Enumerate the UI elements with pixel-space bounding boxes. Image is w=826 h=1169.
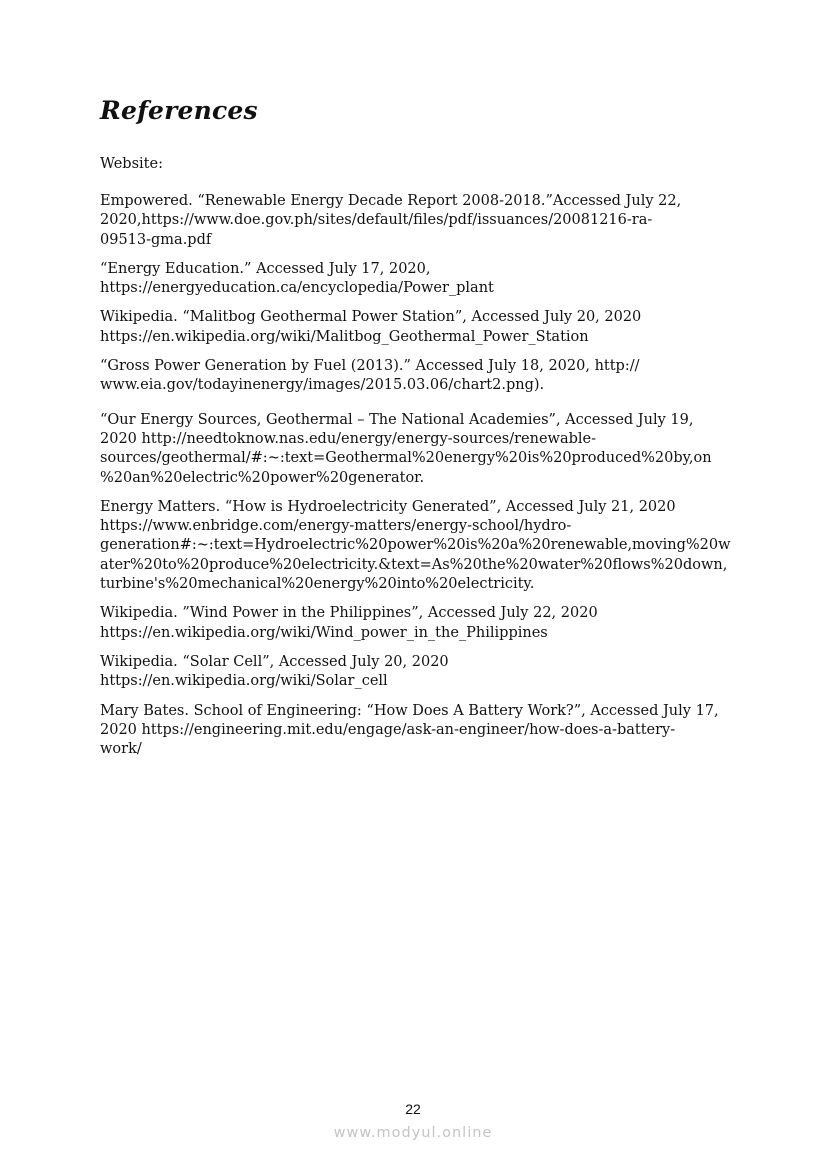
reference-entry <box>100 653 730 692</box>
reference-line: 2020 http://needtoknow.nas.edu/energy/energy-sources/renewable- <box>100 430 597 447</box>
reference-line: https://en.wikipedia.org/wiki/Wind_power_in_the_Philippines <box>100 624 548 641</box>
reference-entry <box>100 604 730 643</box>
reference-line: sources/geothermal/#:~:text=Geothermal%20energy%20is%20produced%20by,on <box>100 450 712 467</box>
reference-line: work/ <box>100 741 142 758</box>
reference-line: %20an%20electric%20power%20generator. <box>100 469 425 486</box>
reference-entry <box>100 192 730 250</box>
reference-line: “Energy Education.” Accessed July 17, 2020, <box>100 260 431 277</box>
page-title: References <box>100 96 258 125</box>
watermark: www.modyul.online <box>333 1125 493 1141</box>
reference-line: “Gross Power Generation by Fuel (2013).” Accessed July 18, 2020, http:// <box>100 358 640 375</box>
reference-line: Wikipedia. ”Wind Power in the Philippines”, Accessed July 22, 2020 <box>100 605 598 622</box>
reference-line: 09513-gma.pdf <box>100 231 212 248</box>
reference-line: “Our Energy Sources, Geothermal – The National Academies”, Accessed July 19, <box>100 411 694 428</box>
reference-entry <box>100 498 730 594</box>
reference-line: 2020 https://engineering.mit.edu/engage/ask-an-engineer/how-does-a-battery- <box>100 721 676 738</box>
reference-line: Empowered. “Renewable Energy Decade Report 2008-2018.”Accessed July 22, <box>100 193 682 209</box>
reference-line: Mary Bates. School of Engineering: “How Does A Battery Work?”, Accessed July 17, <box>100 702 719 719</box>
reference-line: generation#:~:text=Hydroelectric%20power%20is%20a%20renewable,moving%20w <box>100 537 731 554</box>
reference-list <box>100 192 730 769</box>
reference-line: Wikipedia. “Solar Cell”, Accessed July 20, 2020 <box>100 653 449 670</box>
reference-line: ater%20to%20produce%20electricity.&text=As%20the%20water%20flows%20down, <box>100 556 728 573</box>
reference-line: www.eia.gov/todayinenergy/images/2015.03.06/chart2.png). <box>100 377 545 394</box>
reference-line: turbine's%20mechanical%20energy%20into%20electricity. <box>100 576 535 593</box>
reference-entry <box>100 702 730 760</box>
reference-entry <box>100 357 730 396</box>
reference-line: https://www.enbridge.com/energy-matters/energy-school/hydro- <box>100 518 572 535</box>
reference-line: Energy Matters. “How is Hydroelectricity Generated”, Accessed July 21, 2020 <box>100 498 676 515</box>
reference-line: 2020,https://www.doe.gov.ph/sites/default/files/pdf/issuances/20081216-ra- <box>100 212 653 229</box>
reference-entry <box>100 411 730 488</box>
reference-line: https://energyeducation.ca/encyclopedia/Power_plant <box>100 280 494 297</box>
reference-line: https://en.wikipedia.org/wiki/Solar_cell <box>100 673 388 690</box>
page-number: 22 <box>405 1101 421 1117</box>
reference-line: https://en.wikipedia.org/wiki/Malitbog_Geothermal_Power_Station <box>100 328 589 345</box>
reference-entry <box>100 308 730 347</box>
section-label-website: Website: <box>100 156 163 172</box>
reference-entry <box>100 260 730 299</box>
reference-line: Wikipedia. “Malitbog Geothermal Power Station”, Accessed July 20, 2020 <box>100 309 642 326</box>
